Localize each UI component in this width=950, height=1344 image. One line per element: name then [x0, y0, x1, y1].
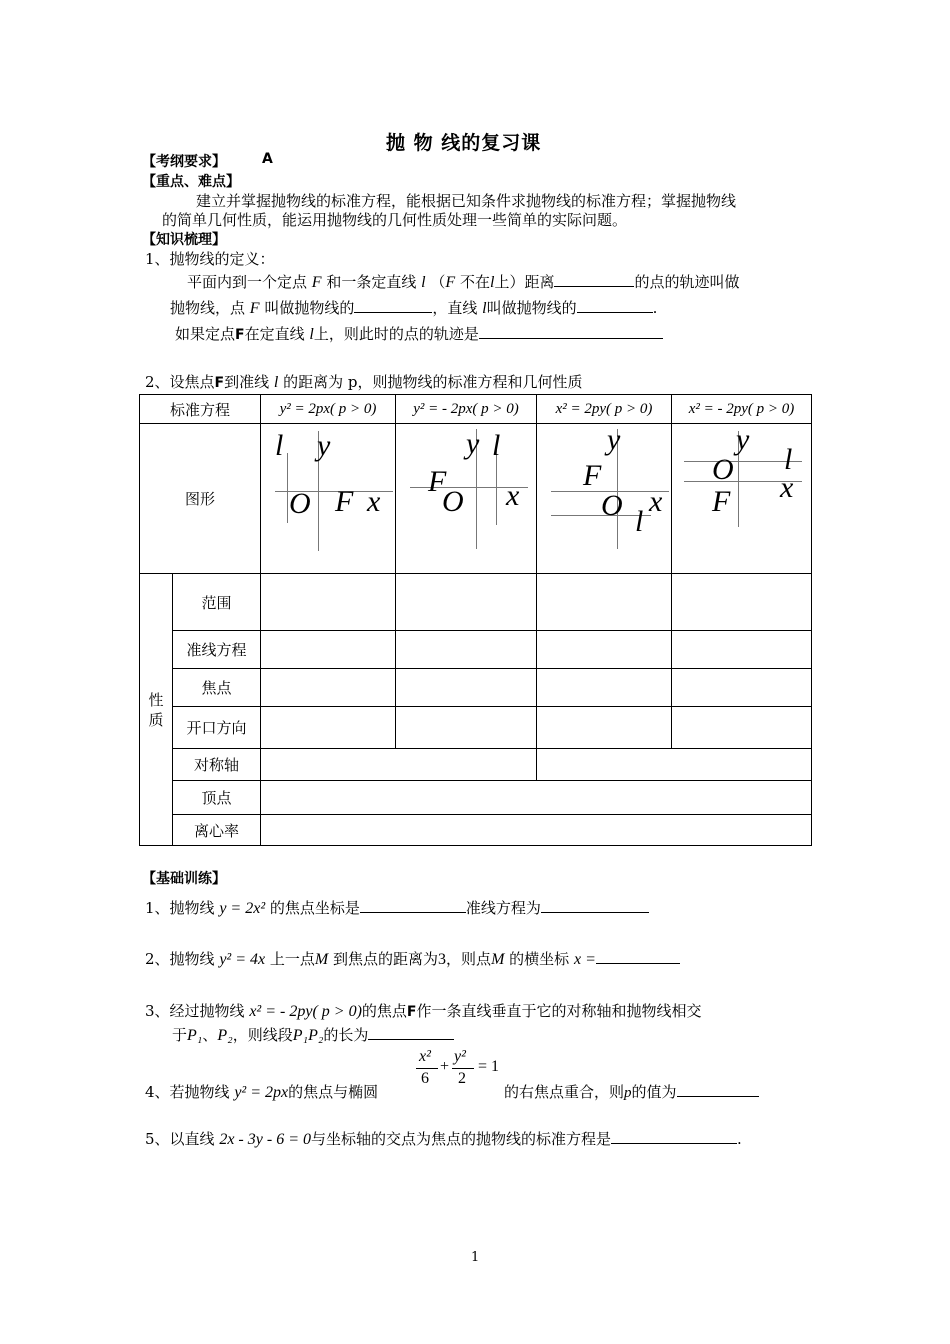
row-opening: 开口方向	[173, 707, 261, 749]
std-eq-label: 标准方程	[140, 395, 261, 424]
graph-cell-1	[261, 424, 396, 574]
cell-range-2[interactable]	[396, 574, 537, 631]
q2-answer-blank[interactable]	[596, 949, 680, 964]
fraction-bar-1	[416, 1068, 438, 1069]
cell-eccentricity[interactable]	[261, 815, 812, 846]
cell-range-4[interactable]	[672, 574, 812, 631]
requirements-label: 【考纲要求】	[142, 154, 226, 170]
parabola-properties-table	[139, 394, 812, 846]
row-directrix: 准线方程	[173, 631, 261, 669]
locus-blank[interactable]	[479, 324, 663, 339]
question-5: 5、以直线 2x - 3y - 6 = 0与坐标轴的交点为焦点的抛物线的标准方程是 .	[145, 1130, 742, 1148]
key-points-line2: 的简单几何性质，能运用抛物线的几何性质处理一些简单的实际问题。	[162, 211, 628, 229]
cell-directrix-4[interactable]	[672, 631, 812, 669]
cell-focus-1[interactable]	[261, 669, 396, 707]
cell-directrix-3[interactable]	[537, 631, 672, 669]
knowledge-item2: 2、设焦点F到准线 l 的距离为 p，则抛物线的标准方程和几何性质	[145, 373, 583, 391]
equation-3: x² = 2py( p > 0)	[537, 395, 672, 424]
cell-focus-4[interactable]	[672, 669, 812, 707]
question-4-tail: 的右焦点重合，则p的值为	[504, 1081, 759, 1102]
row-range: 范围	[173, 574, 261, 631]
cell-range-3[interactable]	[537, 574, 672, 631]
q1-focus-blank[interactable]	[360, 898, 466, 913]
key-points-label: 【重点、难点】	[142, 174, 240, 190]
equation-1: y² = 2px( p > 0)	[261, 395, 396, 424]
cell-directrix-2[interactable]	[396, 631, 537, 669]
cell-opening-4[interactable]	[672, 707, 812, 749]
definition-line1: 平面内到一个定点 F 和一条定直线 l （F 不在l上）距离 的点的轨迹叫做	[187, 273, 740, 291]
graph-4: y O l x F	[672, 425, 811, 573]
row-focus: 焦点	[173, 669, 261, 707]
graph-3: y F O x l	[537, 425, 671, 573]
question-4: 4、若抛物线 y² = 2px的焦点与椭圆	[145, 1083, 379, 1101]
row-axis: 对称轴	[173, 749, 261, 781]
practice-label: 【基础训练】	[142, 871, 226, 887]
page-title: 抛 物 线的复习课	[386, 132, 542, 154]
q5-answer-blank[interactable]	[611, 1129, 737, 1144]
graph-1: l y O F x	[261, 425, 395, 573]
graph-2: y l F O x	[396, 425, 536, 573]
equation-4: x² = - 2py( p > 0)	[672, 395, 812, 424]
cell-axis-1[interactable]	[261, 749, 537, 781]
graph-label: 图形	[140, 424, 261, 574]
graph-cell-3	[537, 424, 672, 574]
q3-answer-blank[interactable]	[368, 1025, 454, 1040]
question-3-line1: 3、经过抛物线 x² = - 2py( p > 0)的焦点F作一条直线垂直于它的对称轴和抛物线相交	[145, 1002, 702, 1020]
definition-line3: 如果定点F在定直线 l上，则此时的点的轨迹是	[175, 323, 663, 344]
distance-blank[interactable]	[554, 272, 634, 287]
cell-range-1[interactable]	[261, 574, 396, 631]
definition-line2: 抛物线，点 F 叫做抛物线的 ，直线 l叫做抛物线的 .	[170, 299, 658, 317]
cell-focus-2[interactable]	[396, 669, 537, 707]
row-vertex: 顶点	[173, 781, 261, 815]
equation-2: y² = - 2px( p > 0)	[396, 395, 537, 424]
cell-opening-1[interactable]	[261, 707, 396, 749]
fraction-bar-2	[452, 1068, 474, 1069]
focus-blank[interactable]	[354, 298, 432, 313]
cell-opening-2[interactable]	[396, 707, 537, 749]
graph-cell-4	[672, 424, 812, 574]
question-3-line2: 于P₁、P₂，则线段P₁P₂的长为	[172, 1024, 454, 1045]
cell-vertex[interactable]	[261, 781, 812, 815]
directrix-blank[interactable]	[577, 298, 653, 313]
key-points-line1: 建立并掌握抛物线的标准方程，能根据已知条件求抛物线的标准方程；掌握抛物线	[196, 192, 737, 210]
cell-axis-2[interactable]	[537, 749, 812, 781]
row-eccentricity: 离心率	[173, 815, 261, 846]
cell-directrix-1[interactable]	[261, 631, 396, 669]
q4-answer-blank[interactable]	[677, 1082, 759, 1097]
property-label: 性 质	[140, 574, 173, 846]
cell-opening-3[interactable]	[537, 707, 672, 749]
question-1: 1、抛物线 y = 2x² 的焦点坐标是 准线方程为	[145, 897, 649, 918]
graph-cell-2	[396, 424, 537, 574]
question-2: 2、抛物线 y² = 4x 上一点M 到焦点的距离为3，则点M 的横坐标 x =	[145, 948, 680, 969]
knowledge-label: 【知识梳理】	[142, 232, 226, 248]
q1-directrix-blank[interactable]	[541, 898, 649, 913]
page-number: 1	[471, 1250, 480, 1265]
requirements-level: A	[262, 151, 273, 167]
knowledge-item1: 1、抛物线的定义：	[145, 250, 275, 268]
cell-focus-3[interactable]	[537, 669, 672, 707]
directrix-line-1	[287, 453, 288, 523]
ellipse-equation: x² 6 + y² 2 = 1	[414, 1048, 504, 1100]
